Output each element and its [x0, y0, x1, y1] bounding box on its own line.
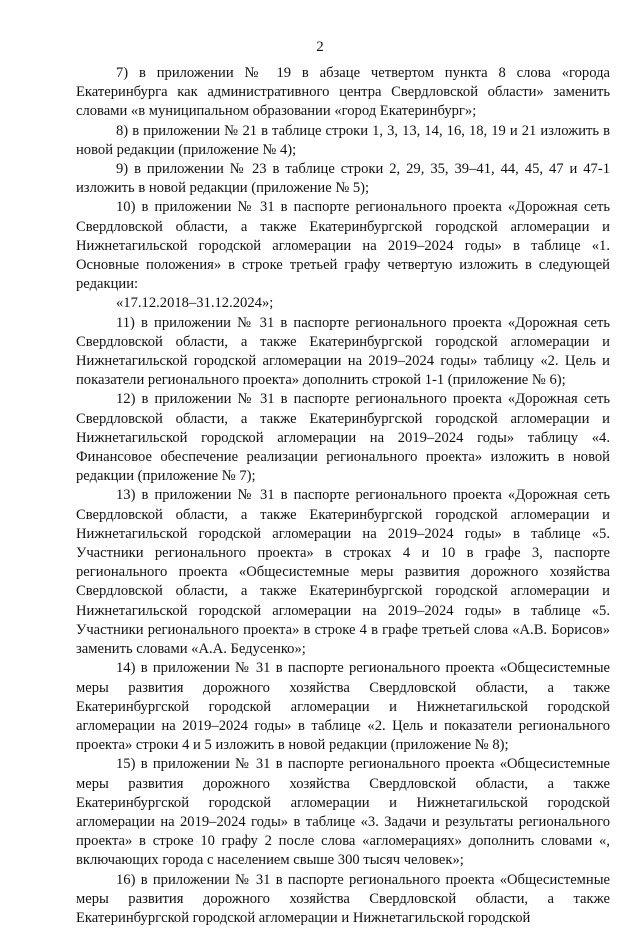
paragraph-item-10: 10) в приложении № 31 в паспорте регионального проекта «Дорожная сеть Свердловской области, а также Екатеринбургской городской агломерации и Нижнетагильской городской агломерации на 2019–2024 годы» в таблице «1. Основные положения» в строке третьей графу четвертую изложить в следующей редакции: — [76, 199, 610, 293]
paragraph-item-13: 13) в приложении № 31 в паспорте регионального проекта «Дорожная сеть Свердловской области, а также Екатеринбургской городской агломерации и Нижнетагильской городской агломерации на 2019–2024 годы» в таблице «5. Участники регионального проекта» в строках 4 и 10 в графе 3, паспорте регионального проекта «Общесистемные меры развития дорожного хозяйства Свердловской области, а также Екатеринбургской городской агломерации и Нижнетагильской городской агломерации на 2019–2024 годы» в таблице «5. Участники регионального проекта» в строке 4 в графе третьей слова «А.В. Борисов» заменить словами «А.А. Бедусенко»; — [76, 487, 610, 658]
page-number: 2 — [316, 39, 324, 55]
paragraph-item-7: 7) в приложении № 19 в абзаце четвертом пункта 8 слова «города Екатеринбурга как административного центра Свердловской области» заменить словами «в муниципальном образовании «город Екатеринбург»; — [76, 65, 610, 120]
paragraph-item-14: 14) в приложении № 31 в паспорте регионального проекта «Общесистемные меры развития дорожного хозяйства Свердловской области, а также Екатеринбургской городской агломерации и Нижнетагильской городской агломерации на 2019–2024 годы» в таблице «2. Цель и показатели регионального проекта» строки 4 и 5 изложить в новой редакции (приложение № 8); — [76, 660, 610, 754]
paragraph-date-range: «17.12.2018–31.12.2024»; — [116, 295, 274, 312]
paragraph-item-11: 11) в приложении № 31 в паспорте регионального проекта «Дорожная сеть Свердловской области, а также Екатеринбургской городской агломерации и Нижнетагильской городской агломерации на 2019–2024 годы» таблицу «2. Цель и показатели регионального проекта» дополнить строкой 1-1 (приложение № 6); — [76, 314, 610, 389]
paragraph-item-8: 8) в приложении № 21 в таблице строки 1, 3, 13, 14, 16, 18, 19 и 21 изложить в новой редакции (приложение № 4); — [76, 122, 610, 158]
paragraph-item-9: 9) в приложении № 23 в таблице строки 2, 29, 35, 39–41, 44, 45, 47 и 47-1 изложить в новой редакции (приложение № 5); — [76, 161, 610, 197]
paragraph-item-16: 16) в приложении № 31 в паспорте регионального проекта «Общесистемные меры развития дорожного хозяйства Свердловской области, а также Екатеринбургской городской агломерации и Нижнетагильской городской — [76, 871, 610, 926]
paragraph-item-15: 15) в приложении № 31 в паспорте регионального проекта «Общесистемные меры развития дорожного хозяйства Свердловской области, а также Екатеринбургской городской агломерации и Нижнетагильской городской агломерации на 2019–2024 годы» в таблице «3. Задачи и результаты регионального проекта» в строке 10 графу 2 после слова «агломерациях» дополнить словами «, включающих города с населением свыше 300 тысяч человек»; — [76, 756, 610, 869]
document-body — [76, 64, 610, 928]
paragraph-item-12: 12) в приложении № 31 в паспорте регионального проекта «Дорожная сеть Свердловской области, а также Екатеринбургской городской агломерации и Нижнетагильской городской агломерации на 2019–2024 годы» таблицу «4. Финансовое обеспечение реализации регионального проекта» изложить в новой редакции (приложение № 7); — [76, 391, 610, 485]
